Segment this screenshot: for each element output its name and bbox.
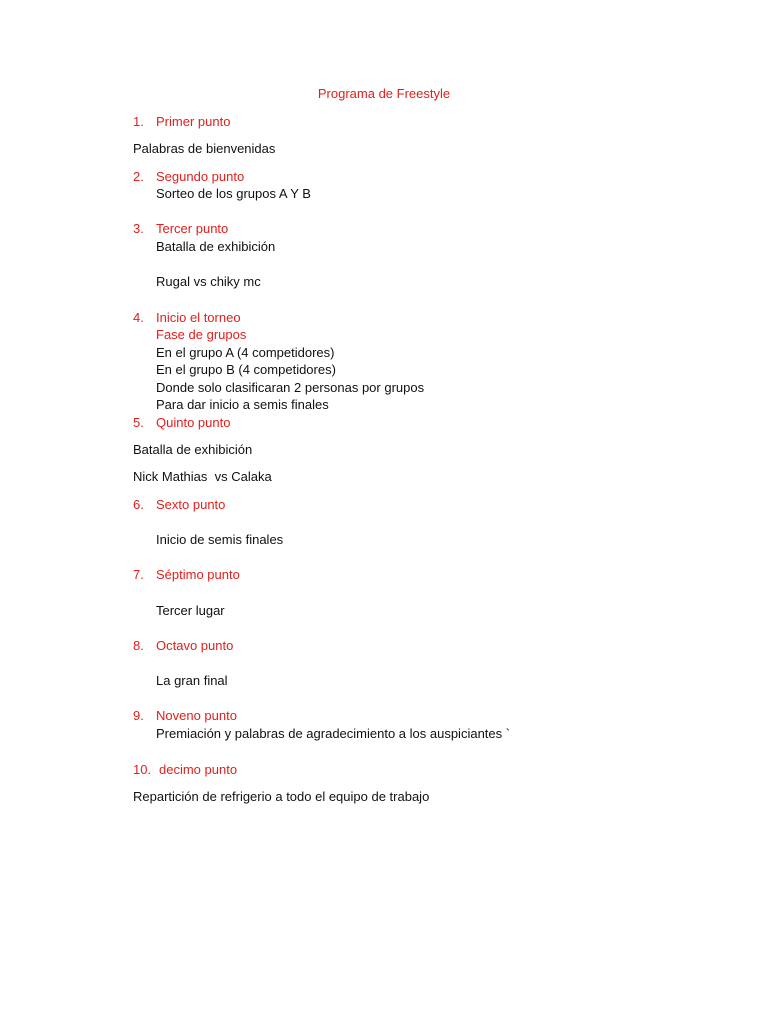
document-title: Programa de Freestyle xyxy=(317,86,451,101)
item-number: 5. xyxy=(133,415,144,430)
item-text: Donde solo clasificaran 2 personas por grupos xyxy=(156,380,425,395)
item-heading: Octavo punto xyxy=(156,638,234,653)
item-number: 3. xyxy=(133,221,144,236)
item-text: Rugal vs chiky mc xyxy=(156,274,261,289)
item-heading: Primer punto xyxy=(156,114,231,129)
item-number: 10. xyxy=(133,762,152,777)
item-subheading: Fase de grupos xyxy=(156,327,247,342)
item-heading: Séptimo punto xyxy=(156,567,240,582)
item-text: Batalla de exhibición xyxy=(156,239,276,254)
item-number: 2. xyxy=(133,169,144,184)
item-text: Palabras de bienvenidas xyxy=(133,141,276,156)
item-text: La gran final xyxy=(156,673,228,688)
item-text: Batalla de exhibición xyxy=(133,442,253,457)
item-text: Nick Mathias vs Calaka xyxy=(133,469,272,484)
item-number: 9. xyxy=(133,708,144,723)
item-text: En el grupo A (4 competidores) xyxy=(156,345,335,360)
item-heading: Sexto punto xyxy=(156,497,226,512)
item-text: Tercer lugar xyxy=(156,603,225,618)
item-heading: decimo punto xyxy=(159,762,238,777)
item-text: Inicio de semis finales xyxy=(156,532,284,547)
item-heading: Noveno punto xyxy=(156,708,237,723)
item-text: Para dar inicio a semis finales xyxy=(156,397,329,412)
item-number: 8. xyxy=(133,638,144,653)
item-heading: Quinto punto xyxy=(156,415,231,430)
item-heading: Segundo punto xyxy=(156,169,245,184)
item-text: Sorteo de los grupos A Y B xyxy=(156,186,311,201)
item-number: 1. xyxy=(133,114,144,129)
item-text: En el grupo B (4 competidores) xyxy=(156,362,336,377)
item-text: Premiación y palabras de agradecimiento a los auspiciantes ` xyxy=(156,726,511,741)
item-heading: Tercer punto xyxy=(156,221,229,236)
item-heading: Inicio el torneo xyxy=(156,310,241,325)
item-number: 7. xyxy=(133,567,144,582)
item-number: 4. xyxy=(133,310,144,325)
item-number: 6. xyxy=(133,497,144,512)
item-text: Repartición de refrigerio a todo el equipo de trabajo xyxy=(133,789,430,804)
